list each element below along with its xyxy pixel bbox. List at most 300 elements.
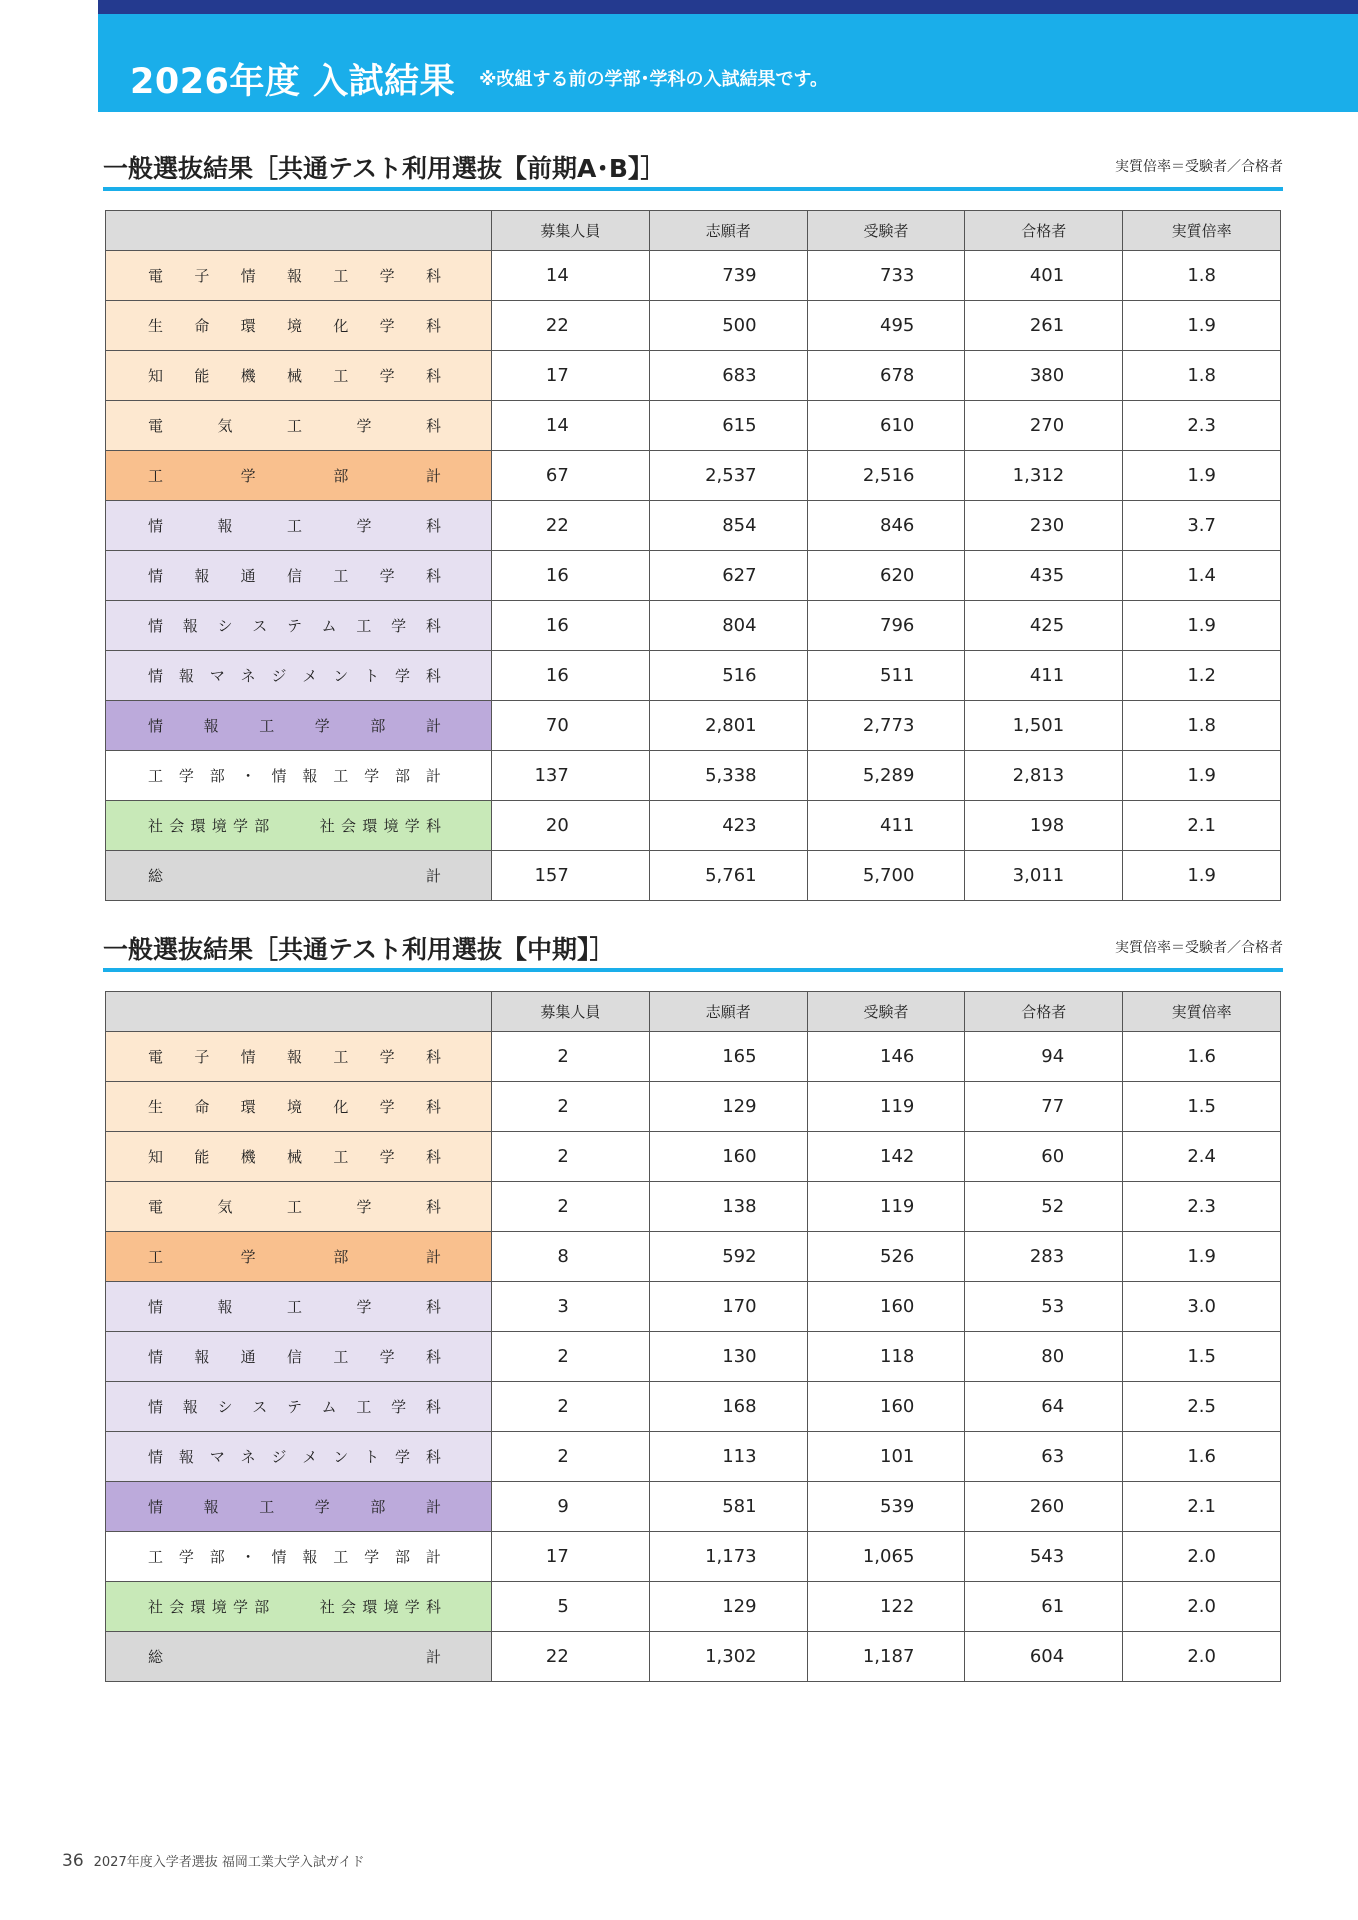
value-cell: 138 — [649, 1182, 807, 1232]
value-cell: 592 — [649, 1232, 807, 1282]
department-name-cell — [106, 1032, 492, 1082]
department-name-cell — [106, 401, 492, 451]
department-name-char: ジ — [271, 667, 287, 685]
value-cell: 119 — [807, 1082, 965, 1132]
value-cell: 2.0 — [1123, 1632, 1281, 1682]
value-cell: 1.2 — [1123, 651, 1281, 701]
table-row — [106, 401, 1281, 451]
department-name-char: 計 — [425, 1648, 441, 1666]
value-cell: 1.8 — [1123, 351, 1281, 401]
header-cell: 志願者 — [649, 211, 807, 251]
value-cell: 1,187 — [807, 1632, 965, 1682]
department-name-char: 報 — [286, 1048, 302, 1066]
department-name-char: 境 — [286, 317, 302, 335]
department-name-char: 報 — [194, 1348, 210, 1366]
department-name-char: 工 — [333, 767, 349, 785]
value-cell: 511 — [807, 651, 965, 701]
value-cell: 2 — [492, 1082, 650, 1132]
department-name-char: 工 — [286, 417, 302, 435]
table-row — [106, 1382, 1281, 1432]
department-name-char: 学 — [379, 367, 395, 385]
header-cell: 募集人員 — [492, 211, 650, 251]
department-name-char: 報 — [182, 1398, 198, 1416]
department-name-char: 学 — [379, 1048, 395, 1066]
department-name-cell — [106, 1082, 492, 1132]
department-name-cell — [106, 601, 492, 651]
value-cell: 261 — [965, 301, 1123, 351]
department-name-char: 学 — [314, 1498, 330, 1516]
department-name-char: シ — [217, 617, 233, 635]
table-row — [106, 851, 1281, 901]
header-cell: 実質倍率 — [1123, 211, 1281, 251]
department-name-char: 部 — [370, 1498, 386, 1516]
department-name-char: ム — [321, 617, 337, 635]
department-name-char: マ — [209, 667, 225, 685]
department-name-char: 工 — [148, 767, 164, 785]
department-name-char: 通 — [240, 567, 256, 585]
value-cell: 52 — [965, 1182, 1123, 1232]
department-name-char: 命 — [194, 317, 210, 335]
value-cell: 610 — [807, 401, 965, 451]
value-cell: 61 — [965, 1582, 1123, 1632]
department-name-cell — [106, 251, 492, 301]
value-cell: 2,516 — [807, 451, 965, 501]
department-name-cell — [106, 551, 492, 601]
value-cell: 411 — [965, 651, 1123, 701]
department-name-char: 学 — [356, 1198, 372, 1216]
value-cell: 581 — [649, 1482, 807, 1532]
department-name-cell — [106, 1282, 492, 1332]
value-cell: 80 — [965, 1332, 1123, 1382]
department-name-char: 科 — [425, 1398, 441, 1416]
department-name-char: 工 — [333, 267, 349, 285]
value-cell: 70 — [492, 701, 650, 751]
department-name-char: 情 — [148, 617, 164, 635]
department-name-char: 報 — [302, 1548, 318, 1566]
department-name-char: 知 — [148, 367, 164, 385]
department-name-char: 能 — [194, 367, 210, 385]
section-zenki — [103, 149, 1283, 886]
department-name-char: 工 — [333, 1148, 349, 1166]
department-name-char: 学 — [395, 1448, 411, 1466]
department-name-char: 部 — [395, 767, 411, 785]
department-name-char: 電 — [148, 417, 164, 435]
department-name-char: 学 — [379, 1148, 395, 1166]
value-cell: 122 — [807, 1582, 965, 1632]
department-name-char: テ — [286, 1398, 302, 1416]
value-cell: 2.5 — [1123, 1382, 1281, 1432]
value-cell: 1,065 — [807, 1532, 965, 1582]
value-cell: 22 — [492, 1632, 650, 1682]
value-cell: 119 — [807, 1182, 965, 1232]
table-row — [106, 1282, 1281, 1332]
value-cell: 500 — [649, 301, 807, 351]
department-name-char: 情 — [148, 517, 164, 535]
department-name-cell — [106, 1182, 492, 1232]
department-name-char: 科 — [425, 1598, 441, 1616]
department-name-char: 情 — [271, 1548, 287, 1566]
department-name-char: 信 — [286, 567, 302, 585]
value-cell: 2.1 — [1123, 1482, 1281, 1532]
department-name-char: 情 — [148, 1498, 164, 1516]
value-cell: 283 — [965, 1232, 1123, 1282]
department-name-char: 情 — [240, 267, 256, 285]
value-cell: 16 — [492, 651, 650, 701]
department-name-char: 報 — [286, 267, 302, 285]
department-name-char: 気 — [217, 1198, 233, 1216]
value-cell: 5 — [492, 1582, 650, 1632]
department-name-char: 学 — [356, 517, 372, 535]
department-name-char: 部 — [333, 467, 349, 485]
department-name-char: ス — [252, 1398, 268, 1416]
department-name-char: 社 — [319, 1598, 335, 1616]
department-name-cell — [106, 801, 492, 851]
department-name-char: 報 — [203, 717, 219, 735]
value-cell: 260 — [965, 1482, 1123, 1532]
department-name-cell — [106, 651, 492, 701]
value-cell: 1.4 — [1123, 551, 1281, 601]
value-cell: 1.9 — [1123, 451, 1281, 501]
table-row — [106, 1232, 1281, 1282]
department-name-char: 工 — [333, 1048, 349, 1066]
value-cell: 1,312 — [965, 451, 1123, 501]
value-cell: 526 — [807, 1232, 965, 1282]
department-name-char: 情 — [148, 1298, 164, 1316]
department-name-char: 学 — [404, 1598, 420, 1616]
department-name-char: 科 — [425, 1298, 441, 1316]
department-name-char: ン — [333, 667, 349, 685]
value-cell: 2,537 — [649, 451, 807, 501]
department-name-char: 学 — [404, 817, 420, 835]
header-cell: 受験者 — [807, 992, 965, 1032]
department-name-cell — [106, 1482, 492, 1532]
value-cell: 615 — [649, 401, 807, 451]
header-cell: 募集人員 — [492, 992, 650, 1032]
department-name-char: 工 — [333, 367, 349, 385]
department-name-char: 報 — [194, 567, 210, 585]
department-name-char: 会 — [340, 1598, 356, 1616]
department-name-char: 境 — [383, 1598, 399, 1616]
value-cell: 2.1 — [1123, 801, 1281, 851]
value-cell: 1.5 — [1123, 1332, 1281, 1382]
value-cell: 2 — [492, 1432, 650, 1482]
department-name-char: 会 — [169, 1598, 185, 1616]
department-name-char: 環 — [190, 1598, 206, 1616]
value-cell: 53 — [965, 1282, 1123, 1332]
value-cell: 2 — [492, 1332, 650, 1382]
department-name-char: 学 — [356, 417, 372, 435]
value-cell: 60 — [965, 1132, 1123, 1182]
department-name-char: 電 — [148, 267, 164, 285]
value-cell: 1.8 — [1123, 701, 1281, 751]
department-name-char: 部 — [370, 717, 386, 735]
value-cell: 2,813 — [965, 751, 1123, 801]
department-name-cell — [106, 1382, 492, 1432]
department-name-char: ト — [364, 1448, 380, 1466]
department-name-char: 学 — [364, 767, 380, 785]
department-name-char: 科 — [425, 267, 441, 285]
department-name-char: 計 — [425, 717, 441, 735]
department-name-char: 境 — [211, 1598, 227, 1616]
value-cell: 627 — [649, 551, 807, 601]
department-name-char: 知 — [148, 1148, 164, 1166]
table-row — [106, 651, 1281, 701]
section-chuki — [103, 930, 1283, 1667]
value-cell: 804 — [649, 601, 807, 651]
department-name-char: 総 — [148, 1648, 164, 1666]
table-row — [106, 801, 1281, 851]
value-cell: 157 — [492, 851, 650, 901]
department-name-char: 能 — [194, 1148, 210, 1166]
department-name-char: 機 — [240, 367, 256, 385]
department-name-char: 学 — [314, 717, 330, 735]
value-cell: 411 — [807, 801, 965, 851]
department-name-char: テ — [286, 617, 302, 635]
department-name-char: 情 — [240, 1048, 256, 1066]
table-row — [106, 1482, 1281, 1532]
section-underline — [103, 968, 1283, 972]
department-name-char: 環 — [362, 817, 378, 835]
table-row — [106, 601, 1281, 651]
department-name-char: 学 — [178, 1548, 194, 1566]
department-name-char: マ — [209, 1448, 225, 1466]
value-cell: 17 — [492, 1532, 650, 1582]
page-banner — [98, 14, 1358, 112]
department-name-char: 電 — [148, 1048, 164, 1066]
value-cell: 854 — [649, 501, 807, 551]
value-cell: 678 — [807, 351, 965, 401]
department-name-char: 工 — [333, 567, 349, 585]
value-cell: 1.5 — [1123, 1082, 1281, 1132]
department-name-cell — [106, 1332, 492, 1382]
value-cell: 170 — [649, 1282, 807, 1332]
value-cell: 9 — [492, 1482, 650, 1532]
value-cell: 2.3 — [1123, 401, 1281, 451]
department-name-char — [276, 1596, 314, 1617]
department-name-cell — [106, 851, 492, 901]
department-name-char: メ — [302, 667, 318, 685]
value-cell: 543 — [965, 1532, 1123, 1582]
department-name-char: 学 — [233, 817, 249, 835]
department-name-char: 工 — [148, 1548, 164, 1566]
department-name-char: 生 — [148, 317, 164, 335]
section-title: 一般選抜結果［共通テスト利用選抜【前期A･B】］ — [103, 154, 666, 183]
department-name-char: 科 — [425, 517, 441, 535]
value-cell: 63 — [965, 1432, 1123, 1482]
department-name-char: 総 — [148, 867, 164, 885]
value-cell: 101 — [807, 1432, 965, 1482]
footer-text: 2027年度入学者選抜 福岡工業大学入試ガイド — [93, 1855, 365, 1870]
value-cell: 64 — [965, 1382, 1123, 1432]
value-cell: 425 — [965, 601, 1123, 651]
department-name-char: 環 — [240, 1098, 256, 1116]
department-name-char: 学 — [379, 267, 395, 285]
header-cell: 合格者 — [965, 992, 1123, 1032]
department-name-char: 工 — [259, 717, 275, 735]
value-cell: 1.6 — [1123, 1032, 1281, 1082]
value-cell: 604 — [965, 1632, 1123, 1682]
value-cell: 1,302 — [649, 1632, 807, 1682]
value-cell: 2.3 — [1123, 1182, 1281, 1232]
table-row — [106, 251, 1281, 301]
department-name-char: 科 — [425, 667, 441, 685]
department-name-char: ト — [364, 667, 380, 685]
department-name-char: 命 — [194, 1098, 210, 1116]
department-name-char: 部 — [209, 1548, 225, 1566]
table-row — [106, 451, 1281, 501]
department-name-char: 科 — [425, 1348, 441, 1366]
value-cell: 1.9 — [1123, 601, 1281, 651]
department-name-char: 子 — [194, 267, 210, 285]
department-name-char: ジ — [271, 1448, 287, 1466]
department-name-char: 電 — [148, 1198, 164, 1216]
header-cell: 実質倍率 — [1123, 992, 1281, 1032]
department-name-char: ス — [252, 617, 268, 635]
value-cell: 495 — [807, 301, 965, 351]
department-name-cell — [106, 701, 492, 751]
department-name-char: 社 — [319, 817, 335, 835]
value-cell: 401 — [965, 251, 1123, 301]
department-name-char: 情 — [271, 767, 287, 785]
table-row — [106, 1632, 1281, 1682]
value-cell: 733 — [807, 251, 965, 301]
value-cell: 165 — [649, 1032, 807, 1082]
page-note: ※改組する前の学部･学科の入試結果です。 — [479, 69, 829, 90]
department-name-char: 工 — [259, 1498, 275, 1516]
value-cell: 3 — [492, 1282, 650, 1332]
header-cell: 合格者 — [965, 211, 1123, 251]
value-cell: 3.7 — [1123, 501, 1281, 551]
table-header-row — [106, 211, 1281, 251]
value-cell: 516 — [649, 651, 807, 701]
department-name-char: 子 — [194, 1048, 210, 1066]
department-name-char: 部 — [395, 1548, 411, 1566]
value-cell: 142 — [807, 1132, 965, 1182]
value-cell: 3,011 — [965, 851, 1123, 901]
department-name-char: 報 — [302, 767, 318, 785]
department-name-char: ネ — [240, 1448, 256, 1466]
section-underline — [103, 187, 1283, 191]
value-cell: 3.0 — [1123, 1282, 1281, 1332]
value-cell: 113 — [649, 1432, 807, 1482]
department-name-char: 計 — [425, 767, 441, 785]
department-name-char: 報 — [178, 667, 194, 685]
department-name-char: 情 — [148, 717, 164, 735]
department-name-char: 科 — [425, 367, 441, 385]
department-name-char: 社 — [148, 1598, 164, 1616]
department-name-char: 学 — [391, 617, 407, 635]
department-name-char: 社 — [148, 817, 164, 835]
department-name-char: 科 — [425, 417, 441, 435]
value-cell: 2 — [492, 1382, 650, 1432]
department-name-char: 科 — [425, 817, 441, 835]
table-row — [106, 1082, 1281, 1132]
department-name-char: 計 — [425, 867, 441, 885]
value-cell: 435 — [965, 551, 1123, 601]
department-name-cell — [106, 301, 492, 351]
department-name-char: 工 — [286, 1198, 302, 1216]
department-name-char: 通 — [240, 1348, 256, 1366]
department-name-char: 科 — [425, 317, 441, 335]
table-row — [106, 1182, 1281, 1232]
value-cell: 683 — [649, 351, 807, 401]
department-name-char: ・ — [240, 767, 256, 785]
value-cell: 2.4 — [1123, 1132, 1281, 1182]
value-cell: 14 — [492, 401, 650, 451]
value-cell: 270 — [965, 401, 1123, 451]
department-name-char: 情 — [148, 1398, 164, 1416]
value-cell: 1.6 — [1123, 1432, 1281, 1482]
value-cell: 846 — [807, 501, 965, 551]
value-cell: 230 — [965, 501, 1123, 551]
department-name-char: ・ — [240, 1548, 256, 1566]
department-name-char: 環 — [240, 317, 256, 335]
department-name-char: 科 — [425, 617, 441, 635]
department-name-char: 学 — [379, 317, 395, 335]
value-cell: 539 — [807, 1482, 965, 1532]
department-name-cell — [106, 1232, 492, 1282]
department-name-char: 工 — [333, 1548, 349, 1566]
department-name-char: 工 — [333, 1348, 349, 1366]
department-name-char: ネ — [240, 667, 256, 685]
value-cell: 22 — [492, 501, 650, 551]
value-cell: 5,700 — [807, 851, 965, 901]
department-name-char: 科 — [425, 1448, 441, 1466]
department-name-char: 報 — [217, 1298, 233, 1316]
value-cell: 198 — [965, 801, 1123, 851]
department-name-char: 境 — [211, 817, 227, 835]
department-name-char: 学 — [356, 1298, 372, 1316]
table-row — [106, 351, 1281, 401]
value-cell: 1,501 — [965, 701, 1123, 751]
value-cell: 739 — [649, 251, 807, 301]
value-cell: 2.0 — [1123, 1582, 1281, 1632]
department-name-char: 部 — [333, 1248, 349, 1266]
department-name-char: 会 — [340, 817, 356, 835]
table-header-row — [106, 992, 1281, 1032]
department-name-char: 械 — [286, 367, 302, 385]
value-cell: 1.9 — [1123, 751, 1281, 801]
value-cell: 1.8 — [1123, 251, 1281, 301]
value-cell: 2,773 — [807, 701, 965, 751]
header-corner-cell — [106, 211, 492, 251]
value-cell: 129 — [649, 1082, 807, 1132]
department-name-char: 機 — [240, 1148, 256, 1166]
table-row — [106, 1532, 1281, 1582]
department-name-char: 部 — [254, 817, 270, 835]
department-name-char: 化 — [333, 1098, 349, 1116]
department-name-cell — [106, 751, 492, 801]
department-name-char: 報 — [182, 617, 198, 635]
value-cell: 5,761 — [649, 851, 807, 901]
department-name-cell — [106, 1582, 492, 1632]
department-name-char: 学 — [395, 667, 411, 685]
department-name-char: 報 — [203, 1498, 219, 1516]
value-cell: 17 — [492, 351, 650, 401]
value-cell: 137 — [492, 751, 650, 801]
table-row — [106, 501, 1281, 551]
department-name-char: 情 — [148, 567, 164, 585]
department-name-char: ム — [321, 1398, 337, 1416]
department-name-char: 学 — [233, 1598, 249, 1616]
department-name-cell — [106, 1132, 492, 1182]
department-name-char: 情 — [148, 667, 164, 685]
value-cell: 146 — [807, 1032, 965, 1082]
department-name-char: 科 — [425, 1048, 441, 1066]
value-cell: 1,173 — [649, 1532, 807, 1582]
header-cell: 受験者 — [807, 211, 965, 251]
value-cell: 1.9 — [1123, 301, 1281, 351]
